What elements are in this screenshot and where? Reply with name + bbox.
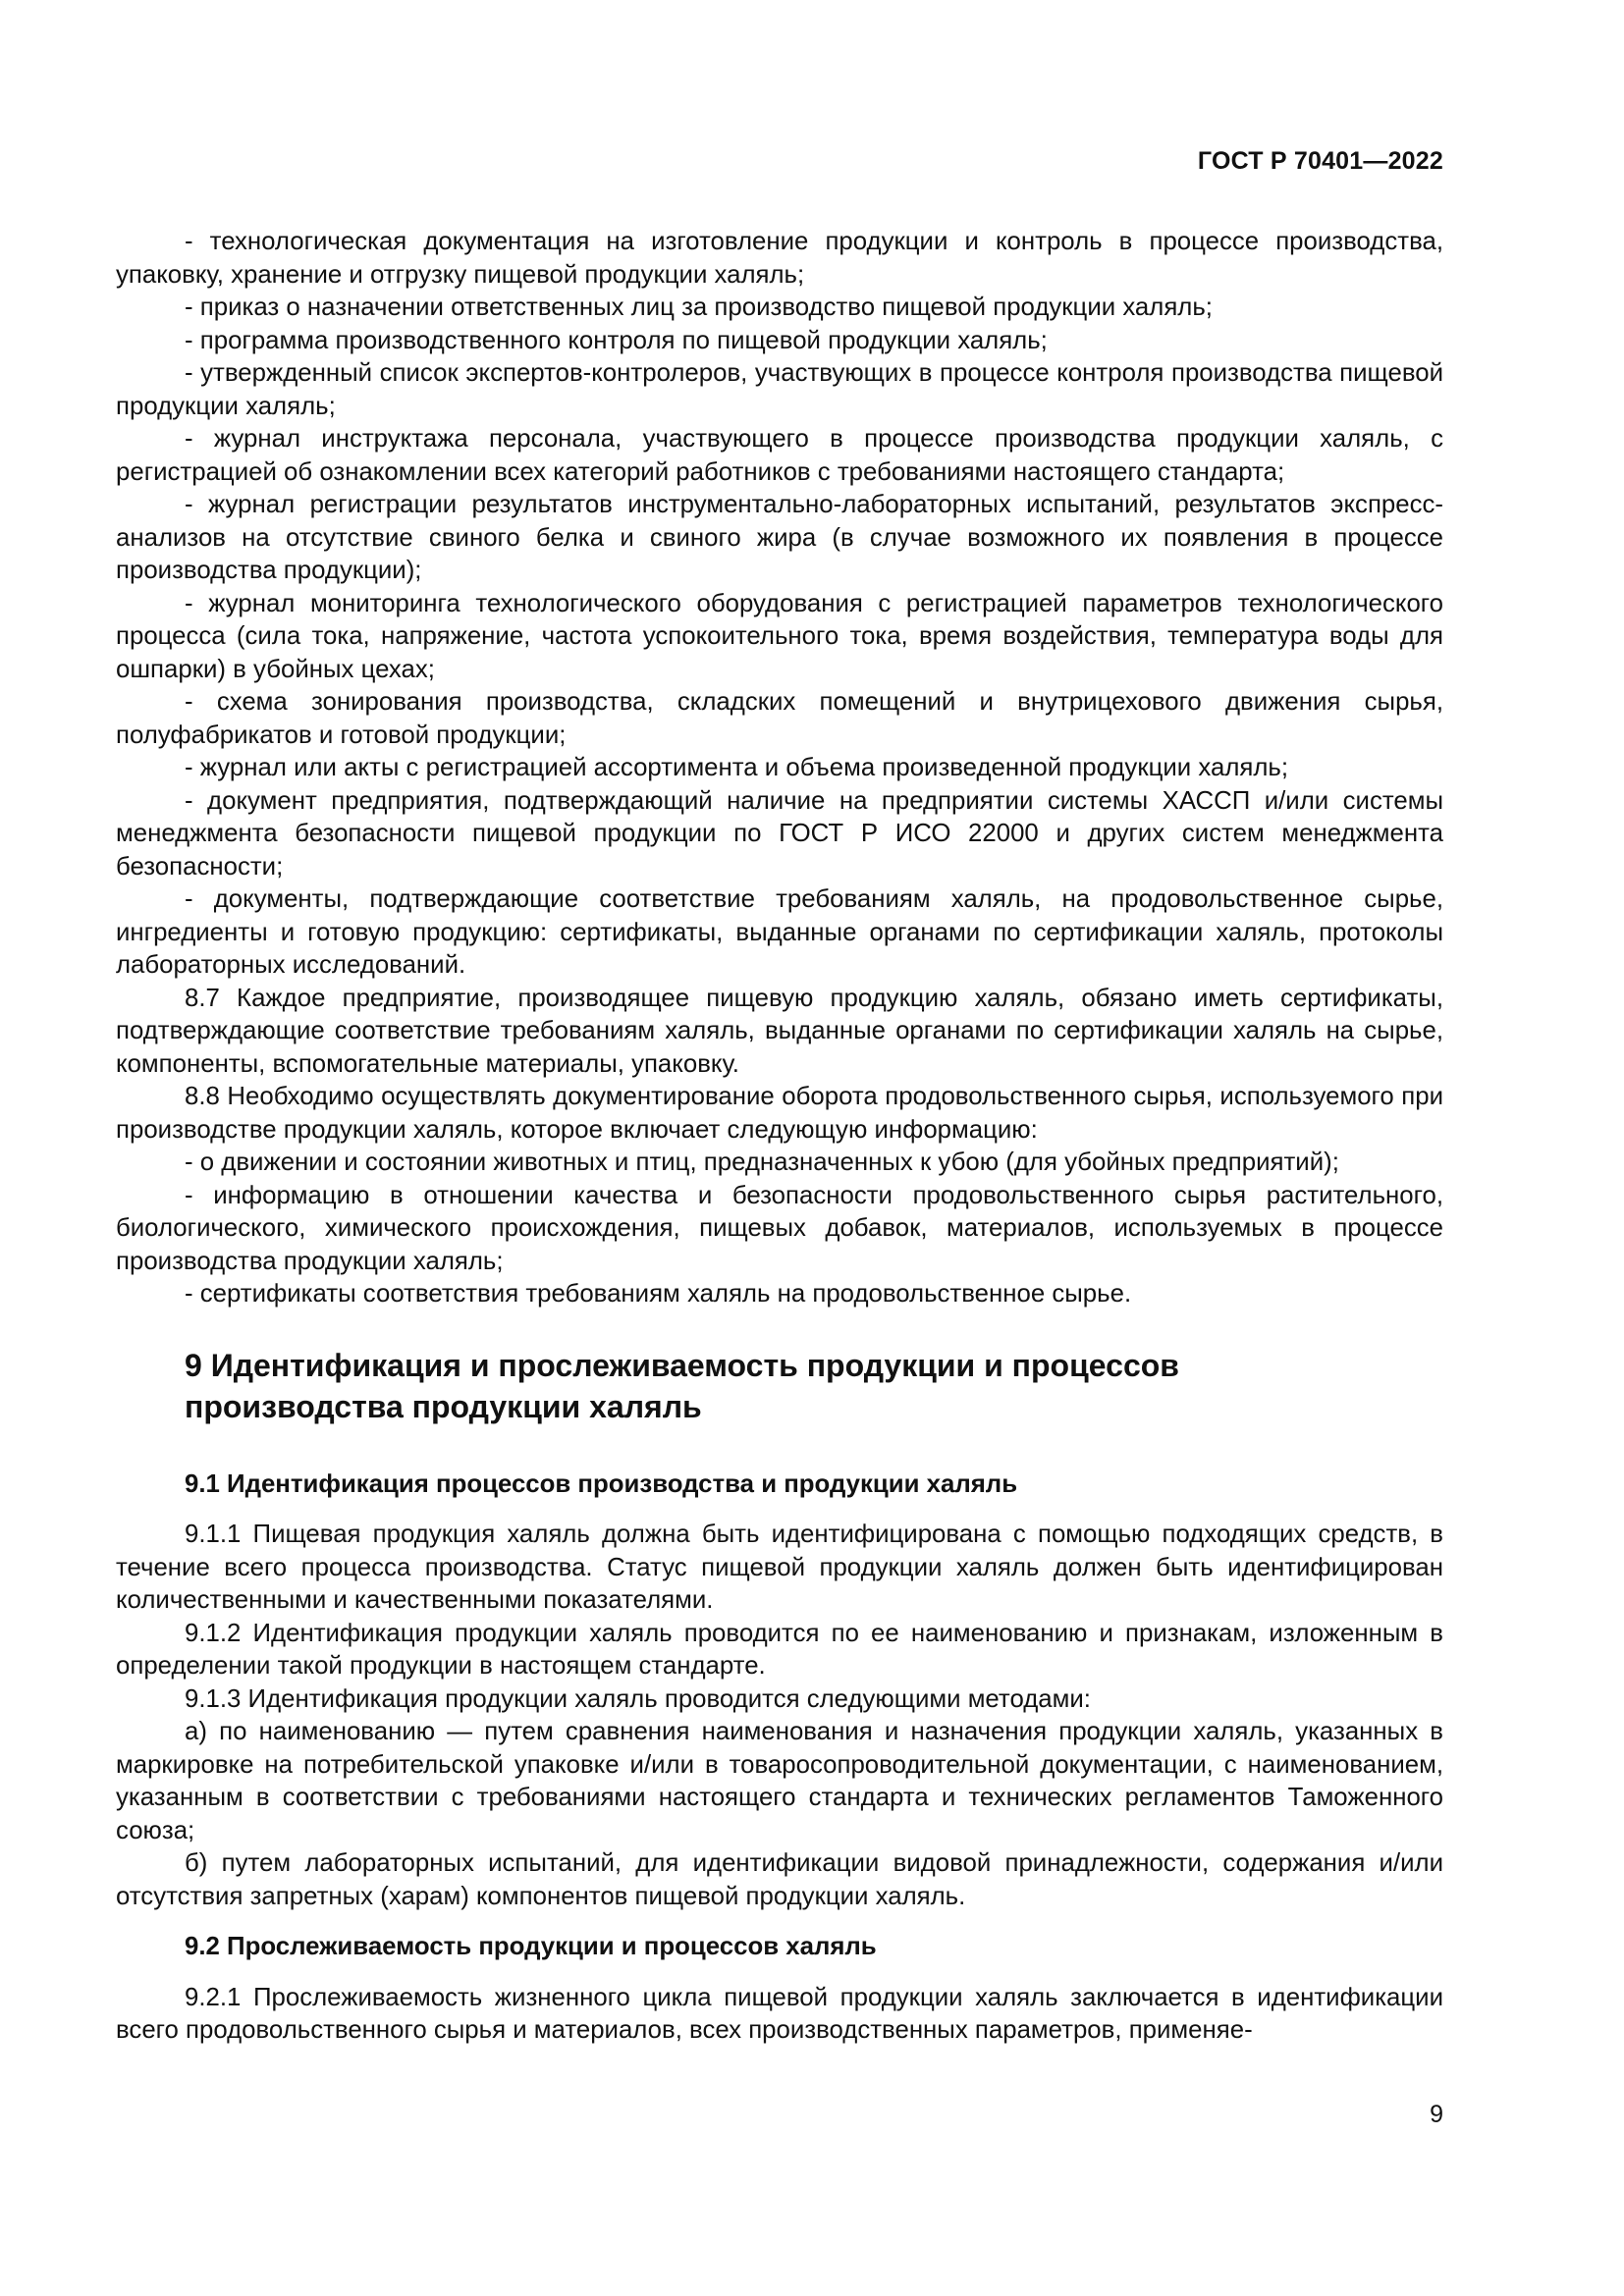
list-item: - журнал регистрации результатов инструментально-лабораторных испытаний, результатов экспресс-анализов на отсутствие свиного белка и свиного жира (в случае возможного их появления в процессе производства продукции); xyxy=(116,491,1443,584)
list-item: - технологическая документация на изготовление продукции и контроль в процессе производства, упаковку, хранение и отгрузку пищевой продукции халяль; xyxy=(116,228,1443,289)
list-item: - о движении и состоянии животных и птиц, предназначенных к убою (для убойных предприятий); xyxy=(185,1148,1339,1176)
list-item: - документ предприятия, подтверждающий наличие на предприятии системы ХАССП и/или системы менеджмента безопасности пищевой продукции по ГОСТ Р ИСО 22000 и других систем менеджмента безопасности; xyxy=(116,786,1443,881)
document-body xyxy=(116,226,1443,2048)
section-9-title-line1: 9 Идентификация и прослеживаемость продукции и процессов xyxy=(185,1347,1179,1383)
list-item: - журнал инструктажа персонала, участвующего в процессе производства продукции халяль, с регистрацией об ознакомлении всех категорий работников с требованиями настоящего стандарта; xyxy=(116,425,1443,486)
section-9-title-line2: производства продукции халяль xyxy=(185,1388,702,1424)
list-item: а) по наименованию — путем сравнения наименования и назначения продукции халяль, указанных в маркировке на потребительской упаковке и/или в товаросопроводительной документации, с наименованием, указанным в соответствии с требованиями настоящего стандарта и технических регламентов Таможенного союза; xyxy=(116,1718,1443,1844)
list-item: - журнал мониторинга технологического оборудования с регистрацией параметров технологического процесса (сила тока, напряжение, частота успокоительного тока, время воздействия, температура воды для ошпарки) в убойных цехах; xyxy=(116,589,1443,683)
list-item: - приказ о назначении ответственных лиц за производство пищевой продукции халяль; xyxy=(185,294,1213,321)
list-item: - информацию в отношении качества и безопасности продовольственного сырья растительного, биологического, химического происхождения, пищевых добавок, материалов, используемых в процессе производства продукции халяль; xyxy=(116,1181,1443,1275)
list-item: - программа производственного контроля по пищевой продукции халяль; xyxy=(185,326,1048,354)
list-item: - документы, подтверждающие соответствие требованиям халяль, на продовольственное сырье, ингредиенты и готовую продукцию: сертификаты, выданные органами по сертификации халяль, протоколы лабораторных исследований. xyxy=(116,885,1443,979)
standard-code-header: ГОСТ Р 70401—2022 xyxy=(1197,147,1443,175)
list-item: - утвержденный список экспертов-контролеров, участвующих в процессе контроля производства пищевой продукции халяль; xyxy=(116,359,1443,420)
clause-8-7: 8.7 Каждое предприятие, производящее пищевую продукцию халяль, обязано иметь сертификаты, подтверждающие соответствие требованиям халяль, выданные органами по сертификации халяль на сырье, компоненты, вспомогательные материалы, упаковку. xyxy=(116,984,1443,1078)
clause-8-8: 8.8 Необходимо осуществлять документирование оборота продовольственного сырья, используемого при производстве продукции халяль, которое включает следующую информацию: xyxy=(116,1083,1443,1144)
list-item: - схема зонирования производства, складских помещений и внутрицехового движения сырья, полуфабрикатов и готовой продукции; xyxy=(116,688,1443,749)
list-item: - сертификаты соответствия требованиям халяль на продовольственное сырье. xyxy=(185,1280,1132,1308)
clause-9-2-1: 9.2.1 Прослеживаемость жизненного цикла пищевой продукции халяль заключается в идентификации всего продовольственного сырья и материалов, всех производственных параметров, применяе- xyxy=(116,1983,1443,2044)
section-9-heading xyxy=(116,1345,1443,1427)
clause-9-1-3: 9.1.3 Идентификация продукции халяль проводится следующими методами: xyxy=(185,1684,1091,1713)
page-number: 9 xyxy=(1430,2101,1443,2128)
subsection-9-1-heading: 9.1 Идентификация процессов производства и продукции халяль xyxy=(185,1469,1018,1498)
clause-9-1-2: 9.1.2 Идентификация продукции халяль проводится по ее наименованию и признакам, изложенным в определении такой продукции в настоящем стандарте. xyxy=(116,1619,1443,1680)
list-item: б) путем лабораторных испытаний, для идентификации видовой принадлежности, содержания и/или отсутствия запретных (харам) компонентов пищевой продукции халяль. xyxy=(116,1849,1443,1910)
subsection-9-2-heading: 9.2 Прослеживаемость продукции и процессов халяль xyxy=(185,1933,877,1960)
clause-9-1-1: 9.1.1 Пищевая продукция халяль должна быть идентифицирована с помощью подходящих средств, в течение всего процесса производства. Статус пищевой продукции халяль должен быть идентифицирован количественными и качественными показателями. xyxy=(116,1521,1443,1614)
list-item: - журнал или акты с регистрацией ассортимента и объема произведенной продукции халяль; xyxy=(185,754,1289,781)
